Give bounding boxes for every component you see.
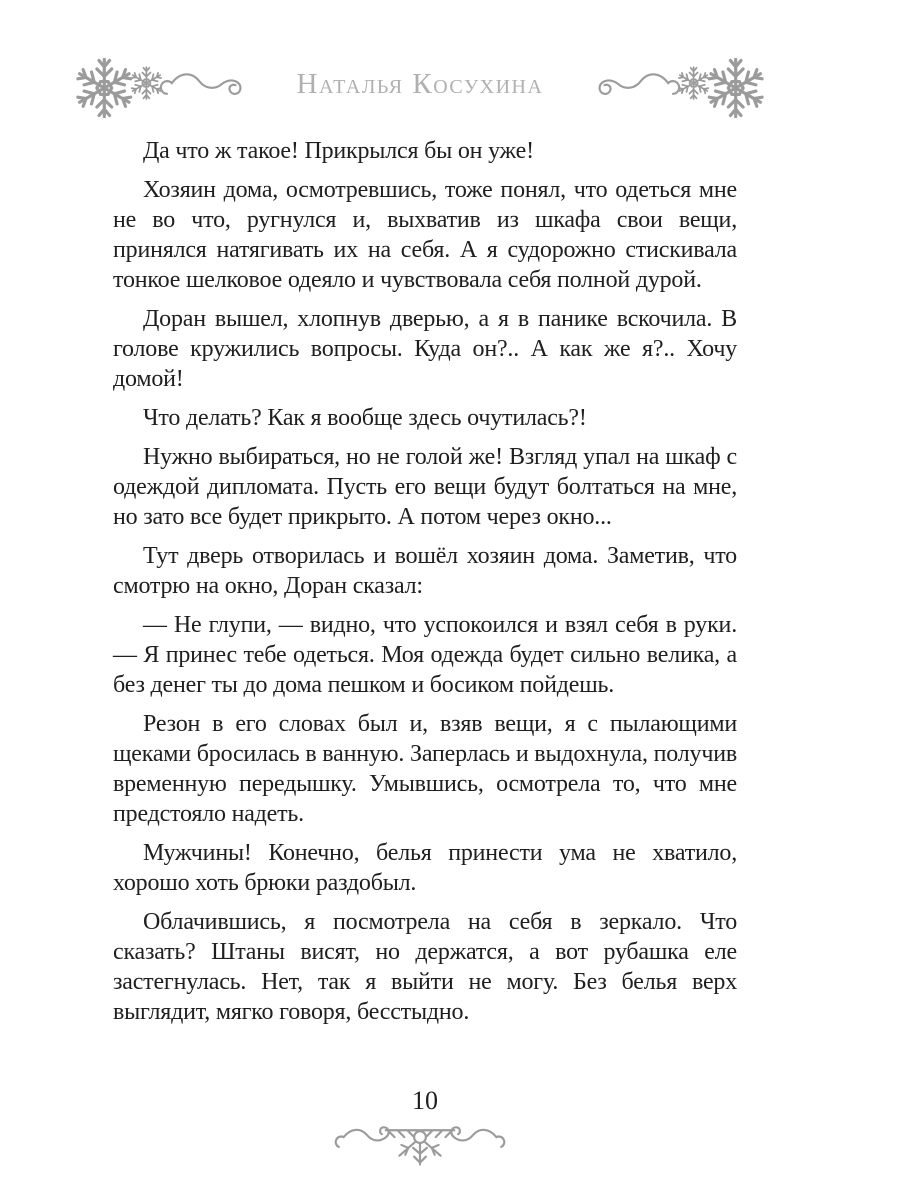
author-running-head: Наталья Косухина [296, 68, 544, 100]
paragraph: Тут дверь отворилась и вошёл хозяин дома. Заметив, что смотрю на окно, Доран сказал: [113, 543, 737, 599]
swirl-flourish-icon [336, 1127, 389, 1147]
swirl-flourish-icon [451, 1127, 504, 1147]
header-ornament-right-icon [582, 54, 768, 120]
half-snowflake-icon [386, 1130, 455, 1164]
paragraph: Хозяин дома, осмотревшись, тоже понял, что одеться мне не во что, ругнулся и, выхватив из шкафа свои вещи, принялся натягивать их на себя. А я судорожно стискивала тонкое шелковое одеяло и чувствовала себя полной дурой. [113, 177, 737, 293]
header-ornament-left-icon [72, 54, 258, 120]
paragraph: — Не глупи, — видно, что успокоился и взял себя в руки. — Я принес тебе одеться. Моя одежда будет сильно велика, а без денег ты до дома пешком и босиком пойдешь. [113, 612, 737, 698]
paragraph: Доран вышел, хлопнув дверью, а я в панике вскочила. В голове кружились вопросы. Куда он?.. А как же я?.. Хочу домой! [113, 306, 737, 392]
paragraph: Облачившись, я посмотрела на себя в зеркало. Что сказать? Штаны висят, но держатся, а вот рубашка еле застегнулась. Нет, так я выйти не могу. Без белья верх выглядит, мягко говоря, бесстыдно. [113, 909, 737, 1025]
paragraph: Да что ж такое! Прикрылся бы он уже! [143, 138, 534, 164]
paragraph: Резон в его словах был и, взяв вещи, я с пылающими щеками бросилась в ванную. Заперлась и выдохнула, получив временную передышку. Умывшись, осмотрела то, что мне предстояло надеть. [113, 711, 737, 827]
paragraph: Что делать? Как я вообще здесь очутилась?! [143, 405, 587, 431]
page-header [0, 0, 900, 130]
body-text [113, 136, 737, 1036]
page-number: 10 [412, 1086, 438, 1115]
paragraph: Нужно выбираться, но не голой же! Взгляд упал на шкаф с одеждой дипломата. Пусть его вещи будут болтаться на мне, но зато все будет прикрыто. А потом через окно... [113, 444, 737, 530]
footer-ornament-icon [327, 1116, 513, 1168]
paragraph: Мужчины! Конечно, белья принести ума не хватило, хорошо хоть брюки раздобыл. [113, 840, 737, 896]
